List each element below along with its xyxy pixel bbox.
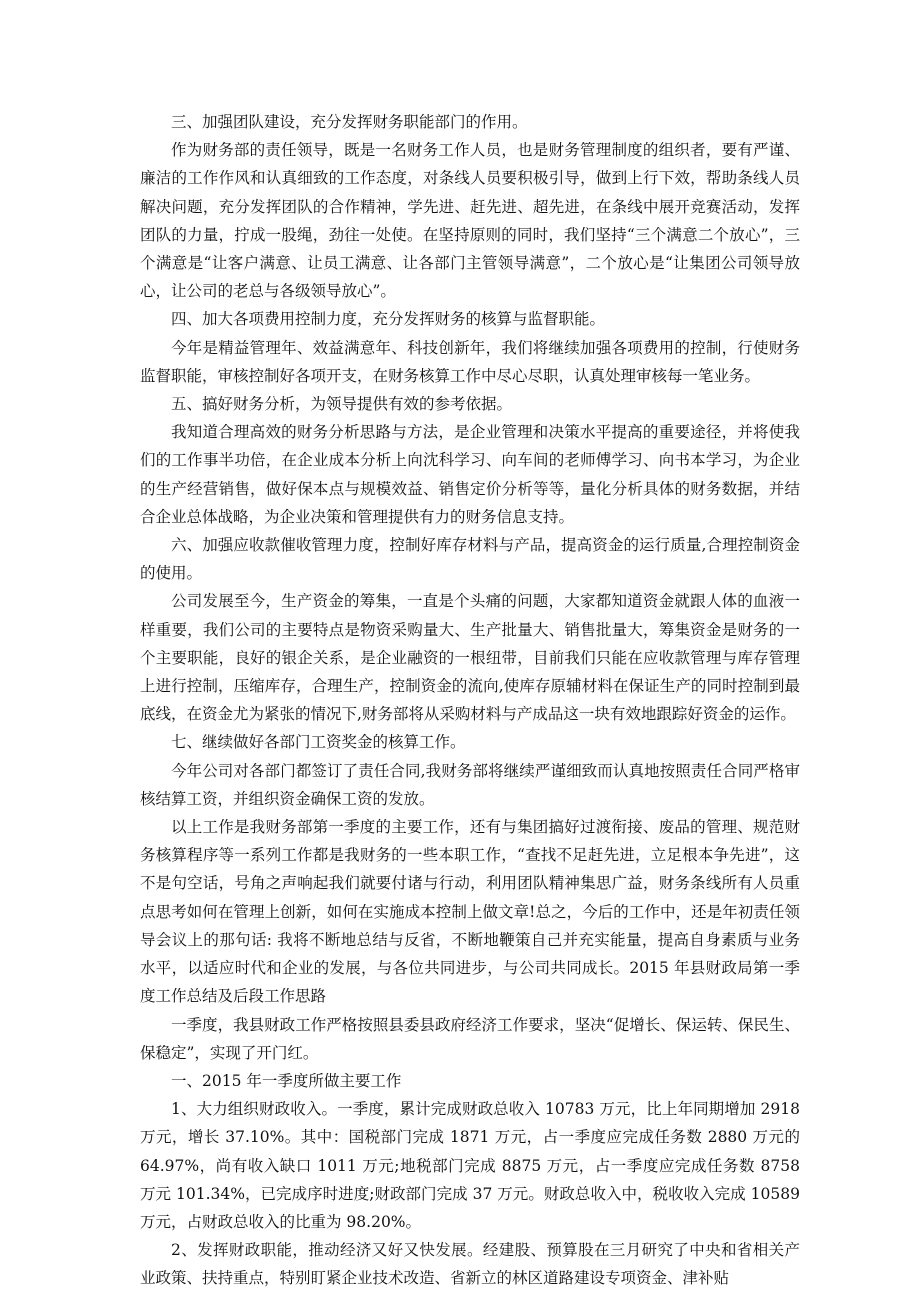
section-heading-4: 四、加大各项费用控制力度，充分发挥财务的核算与监督职能。 xyxy=(171,310,606,329)
section-heading-6: 六、加强应收款催收管理力度，控制好库存材料与产品，提高资金的运行质量,合理控制资金的使用。 xyxy=(140,536,800,583)
section-heading-5: 五、搞好财务分析，为领导提供有效的参考依据。 xyxy=(171,395,513,414)
paragraph: 以上工作是我财务部第一季度的主要工作，还有与集团搞好过渡衔接、废品的管理、规范财务核算程序等一系列工作都是我财务的一些本职工作，“查找不足赶先进，立足根本争先进”，这不是句空话，号角之声响起我们就要付诸与行动，利用团队精神集思广益，财务条线所有人员重点思考如何在管理上创新，如何在实施成本控制上做文章!总之，今后的工作中，还是年初责任领导会议上的那句话: 我将不断地总结与反省，不断地鞭策自己并充实能量，提高自身素质与业务水平，以适应时代和企业的发展，与各位共同进步，与公司共同成长。2015 年县财政局第一季度工作总结及后段工作思路 xyxy=(140,818,800,1006)
paragraph: 作为财务部的责任领导，既是一名财务工作人员，也是财务管理制度的组织者，要有严谨、廉洁的工作作风和认真细致的工作态度，对条线人员要积极引导，做到上行下效，帮助条线人员解决问题，充分发挥团队的合作精神，学先进、赶先进、超先进，在条线中展开竞赛活动，发挥团队的力量，拧成一股绳，劲往一处使。在坚持原则的同时，我们坚持“三个满意二个放心”，三个满意是“让客户满意、让员工满意、让各部门主管领导满意”，二个放心是“让集团公司领导放心，让公司的老总与各级领导放心”。 xyxy=(140,141,800,301)
paragraph: 我知道合理高效的财务分析思路与方法，是企业管理和决策水平提高的重要途径，并将使我们的工作事半功倍，在企业成本分析上向沈科学习、向车间的老师傅学习、向书本学习，为企业的生产经营销售，做好保本点与规模效益、销售定价分析等等，量化分析具体的财务数据，并结合企业总体战略，为企业决策和管理提供有力的财务信息支持。 xyxy=(140,423,800,526)
paragraph: 今年是精益管理年、效益满意年、科技创新年，我们将继续加强各项费用的控制，行使财务监督职能，审核控制好各项开支，在财务核算工作中尽心尽职，认真处理审核每一笔业务。 xyxy=(140,338,800,385)
paragraph: 1、大力组织财政收入。一季度，累计完成财政总收入 10783 万元，比上年同期增加 2918 万元，增长 37.10%。其中：国税部门完成 1871 万元，占一季度应完成任务数 2880 万元的 64.97%，尚有收入缺口 1011 万元;地税部门完成 8875 万元，占一季度应完成任务数 8758 万元 101.34%，已完成序时进度;财政部门完成 37 万元。财政总收入中，税收收入完成 10589 万元，占财政总收入的比重为 98.20%。 xyxy=(140,1100,800,1231)
paragraph: 公司发展至今，生产资金的筹集，一直是个头痛的问题，大家都知道资金就跟人体的血液一样重要，我们公司的主要特点是物资采购量大、生产批量大、销售批量大，筹集资金是财务的一个主要职能，良好的银企关系，是企业融资的一根纽带，目前我们只能在应收款管理与库存管理上进行控制，压缩库存，合理生产，控制资金的流向,使库存原辅材料在保证生产的同时控制到最底线，在资金尤为紧张的情况下,财务部将从采购材料与产成品这一块有效地跟踪好资金的运作。 xyxy=(140,592,800,724)
document-body xyxy=(140,108,800,1293)
section-heading-3: 三、加强团队建设，充分发挥财务职能部门的作用。 xyxy=(171,113,528,131)
paragraph: 一季度，我县财政工作严格按照县委县政府经济工作要求，坚决“促增长、保运转、保民生、保稳定”，实现了开门红。 xyxy=(140,1015,800,1062)
section-heading-7: 七、继续做好各部门工资奖金的核算工作。 xyxy=(171,733,466,752)
paragraph: 2、发挥财政职能，推动经济又好又快发展。经建股、预算股在三月研究了中央和省相关产业政策、扶持重点，特别盯紧企业技术改造、省新立的林区道路建设专项资金、津补贴 xyxy=(140,1241,800,1288)
section-heading-q1-work: 一、2015 年一季度所做主要工作 xyxy=(171,1071,402,1090)
paragraph: 今年公司对各部门都签订了责任合同,我财务部将继续严谨细致而认真地按照责任合同严格审核结算工资，并组织资金确保工资的发放。 xyxy=(140,761,800,808)
